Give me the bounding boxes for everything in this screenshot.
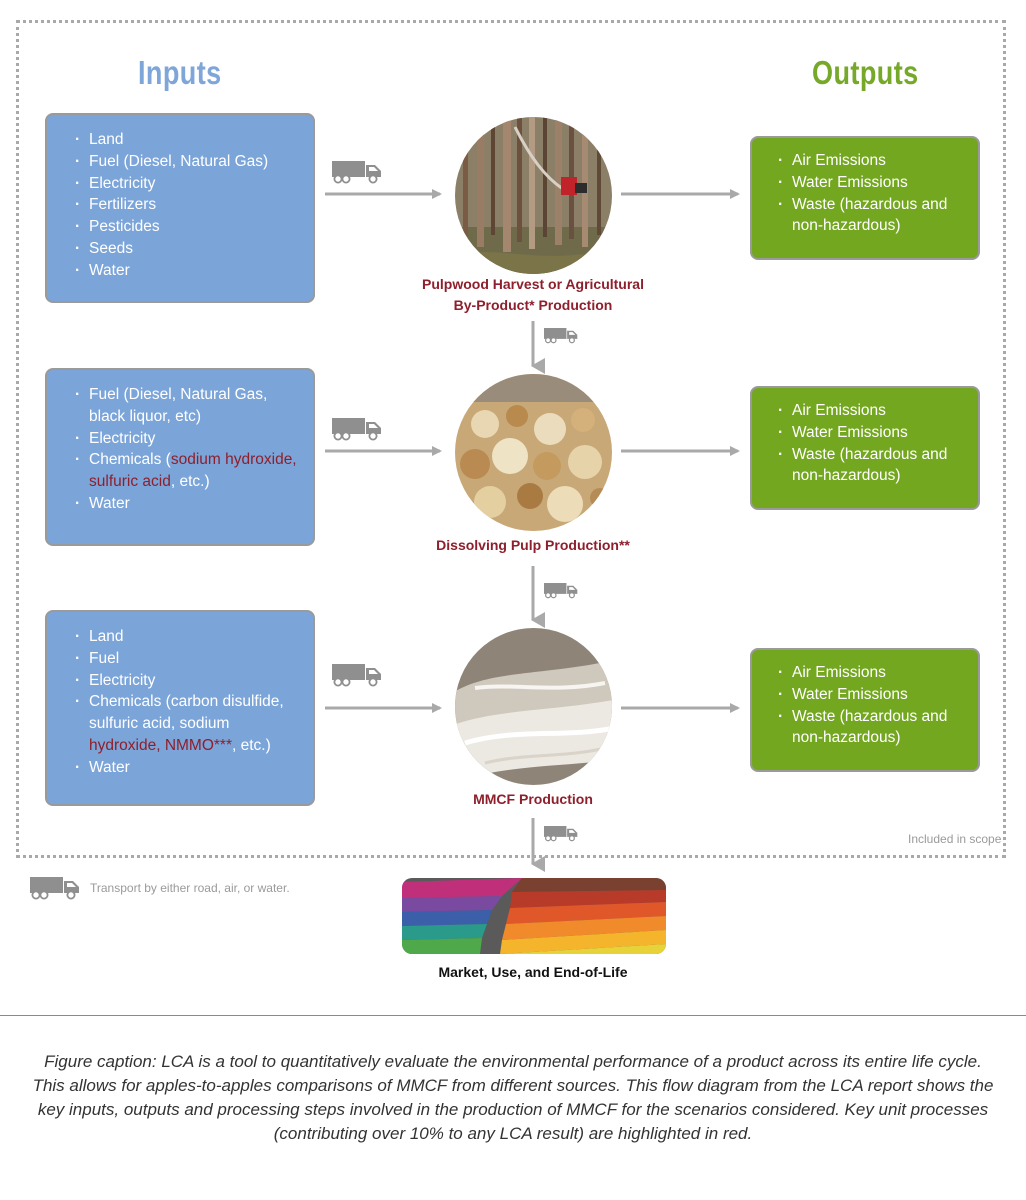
list-item: · Pesticides bbox=[75, 216, 299, 238]
list-item: sulfuric acid, etc.) bbox=[89, 473, 210, 491]
final-stage-label: Market, Use, and End-of-Life bbox=[438, 964, 628, 980]
fabric-swatches-image bbox=[402, 878, 666, 954]
inputs-title: Inputs bbox=[138, 54, 222, 91]
stage-3-label: MMCF Production bbox=[473, 791, 593, 807]
list-item: · Waste (hazardous and bbox=[778, 444, 966, 466]
list-item: non-hazardous) bbox=[792, 729, 901, 747]
outputs-title: Outputs bbox=[812, 54, 919, 91]
divider bbox=[0, 1015, 1026, 1016]
list-item: black liquor, etc) bbox=[89, 407, 201, 425]
list-item: · Electricity bbox=[75, 670, 299, 692]
transport-legend: Transport by either road, air, or water. bbox=[90, 881, 290, 895]
list-item: · Water Emissions bbox=[778, 684, 966, 706]
list-item: · Waste (hazardous and bbox=[778, 706, 966, 728]
list-item: · Water bbox=[75, 260, 299, 282]
list-item: · Seeds bbox=[75, 238, 299, 260]
list-item: · Land bbox=[75, 626, 299, 648]
scope-legend: Included in scope bbox=[908, 832, 1002, 846]
stage-1-inputs-box bbox=[45, 113, 315, 303]
truck-icon bbox=[544, 327, 578, 344]
stage-2-label: Dissolving Pulp Production** bbox=[436, 537, 630, 553]
fiber-bundle-image bbox=[455, 628, 612, 785]
list-item: · Air Emissions bbox=[778, 150, 966, 172]
list-item: · Water bbox=[75, 757, 299, 779]
list-item: · Waste (hazardous and bbox=[778, 194, 966, 216]
stage-2-outputs-box bbox=[750, 386, 980, 510]
list-item: · Electricity bbox=[75, 428, 299, 450]
figure-caption: Figure caption: LCA is a tool to quantitatively evaluate the environmental performance of a product across its entire life cycle. This allows for apples-to-apples comparisons of MMCF from different sources. This flow diagram from the LCA report shows the key inputs, outputs and processing steps involved in the production of MMCF for the scenarios considered. Key unit processes (contributing over 10% to any LCA result) are highlighted in red. bbox=[32, 1052, 994, 1143]
forest-harvest-image bbox=[455, 117, 612, 274]
list-item: · Water bbox=[75, 493, 299, 515]
wood-pulp-image bbox=[455, 374, 612, 531]
list-item: · Fuel (Diesel, Natural Gas, bbox=[75, 384, 299, 406]
list-item: · Water Emissions bbox=[778, 172, 966, 194]
list-item: sulfuric acid, sodium bbox=[89, 715, 230, 733]
list-item: non-hazardous) bbox=[792, 217, 901, 235]
stage-1-outputs-box bbox=[750, 136, 980, 260]
truck-icon bbox=[332, 417, 382, 441]
list-item: · Water Emissions bbox=[778, 422, 966, 444]
list-item: non-hazardous) bbox=[792, 467, 901, 485]
truck-icon bbox=[332, 160, 382, 184]
list-item: · Air Emissions bbox=[778, 662, 966, 684]
stage-1-label: Pulpwood Harvest or Agricultural By-Product* Production bbox=[422, 276, 644, 313]
list-item: · Land bbox=[75, 129, 299, 151]
list-item: hydroxide, NMMO***, etc.) bbox=[89, 736, 271, 754]
stage-3-inputs-box bbox=[45, 610, 315, 806]
list-item: · Chemicals (carbon disulfide, bbox=[75, 691, 299, 713]
truck-icon bbox=[332, 663, 382, 687]
truck-icon bbox=[544, 825, 578, 842]
truck-icon bbox=[30, 876, 80, 900]
list-item: · Fuel (Diesel, Natural Gas) bbox=[75, 151, 299, 173]
list-item: · Chemicals (sodium hydroxide, bbox=[75, 449, 299, 471]
list-item: · Air Emissions bbox=[778, 400, 966, 422]
list-item: · Fuel bbox=[75, 648, 299, 670]
truck-icon bbox=[544, 582, 578, 599]
stage-3-outputs-box bbox=[750, 648, 980, 772]
list-item: · Fertilizers bbox=[75, 194, 299, 216]
stage-2-inputs-box bbox=[45, 368, 315, 546]
list-item: · Electricity bbox=[75, 173, 299, 195]
